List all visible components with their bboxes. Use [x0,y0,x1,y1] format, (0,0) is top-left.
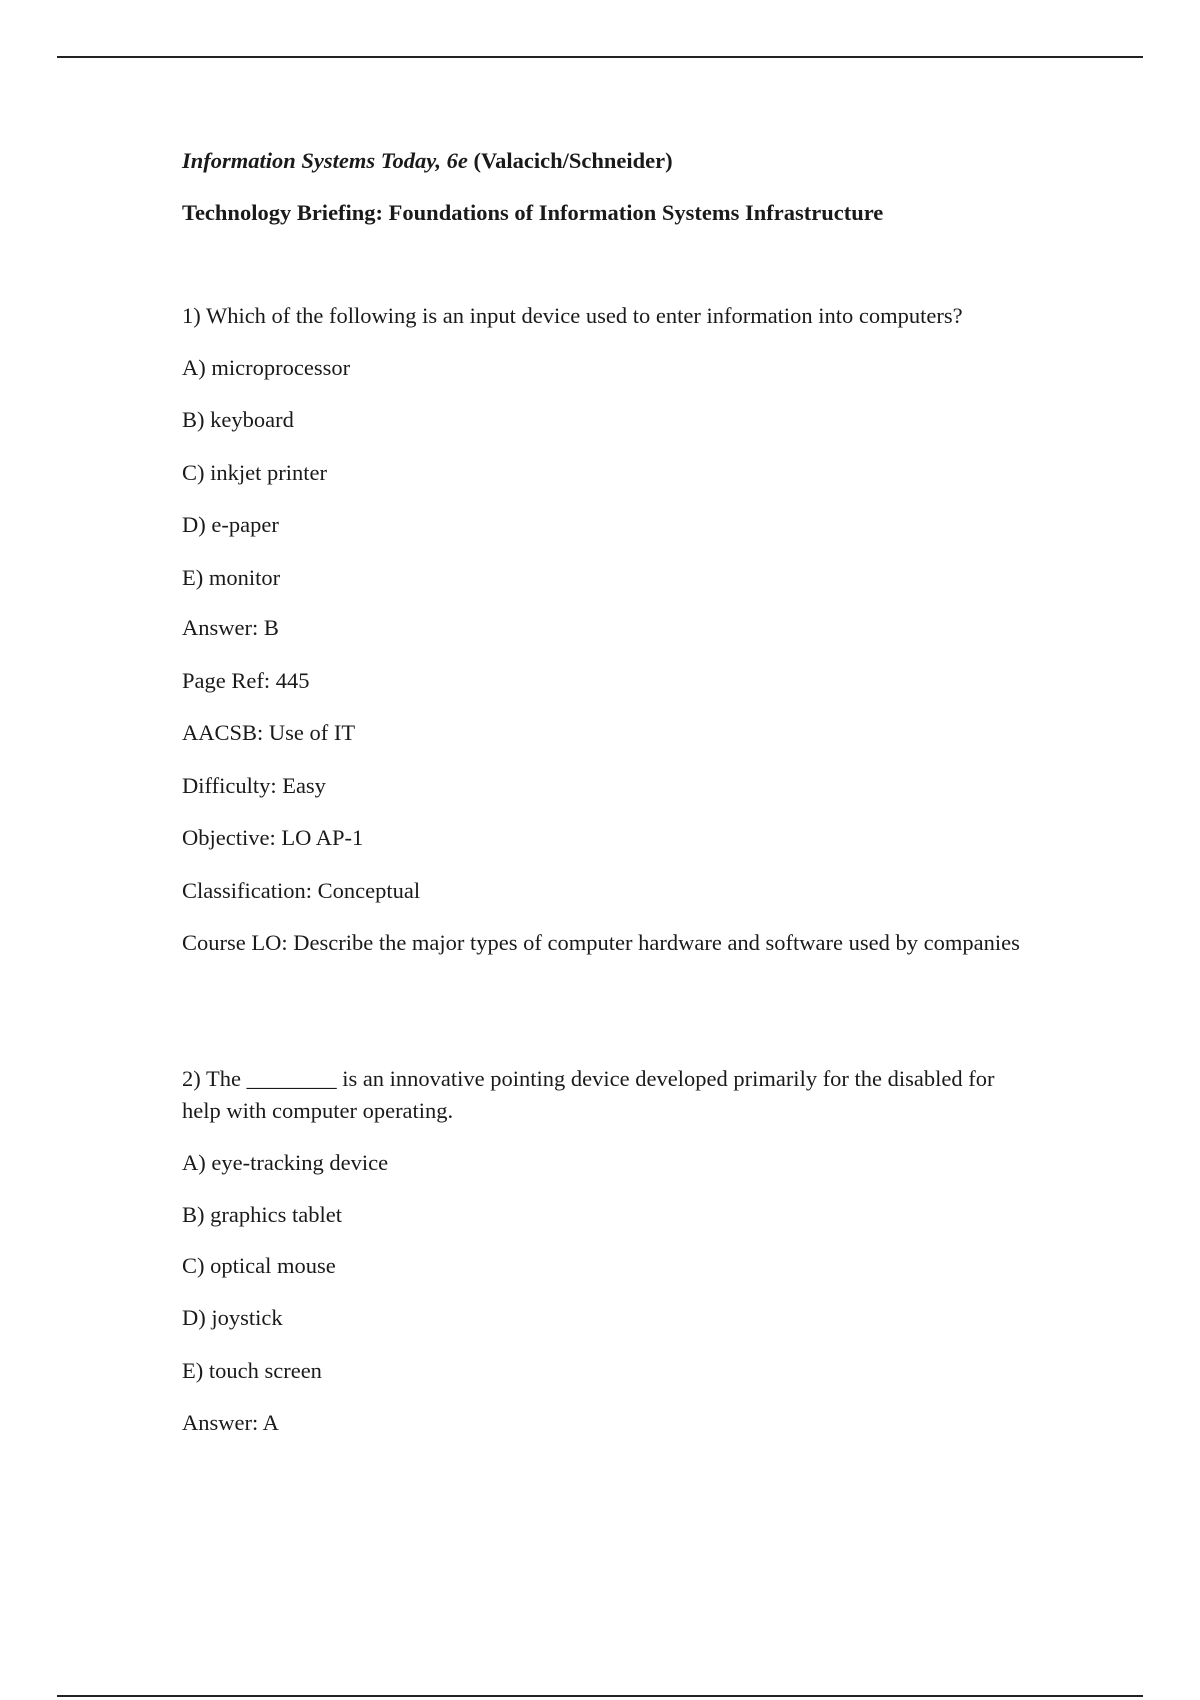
book-title-line [182,145,673,177]
question-1-option-e: E) monitor [182,565,281,590]
chapter-title: Technology Briefing: Foundations of Information Systems Infrastructure [182,200,884,225]
question-1-course-lo: Course LO: Describe the major types of computer hardware and software used by companies [182,930,1020,955]
question-1-option-b: B) keyboard [182,407,294,432]
book-title: Information Systems Today, 6e [182,148,468,173]
question-1-option-a: A) microprocessor [182,355,351,380]
question-1-aacsb: AACSB: Use of IT [182,720,356,745]
question-2-option-c: C) optical mouse [182,1253,336,1278]
question-2-answer: Answer: A [182,1410,279,1435]
question-1-text: 1) Which of the following is an input device used to enter information into computers? [182,303,963,328]
question-1-page-ref: Page Ref: 445 [182,668,310,693]
question-1-classification: Classification: Conceptual [182,878,421,903]
bottom-rule [57,1695,1143,1697]
question-1-objective: Objective: LO AP-1 [182,825,364,850]
question-1-answer: Answer: B [182,615,279,640]
top-rule [57,56,1143,58]
question-2-option-a: A) eye-tracking device [182,1150,389,1175]
question-1-option-d: D) e-paper [182,512,279,537]
question-2-option-e: E) touch screen [182,1358,322,1383]
question-2-option-b: B) graphics tablet [182,1202,342,1227]
question-2-text: 2) The ________ is an innovative pointing device developed primarily for the disabled for help with computer operating. [182,1066,995,1123]
question-1-option-c: C) inkjet printer [182,460,327,485]
question-2-option-d: D) joystick [182,1305,283,1330]
book-authors: (Valacich/Schneider) [473,148,673,173]
question-1-difficulty: Difficulty: Easy [182,773,326,798]
